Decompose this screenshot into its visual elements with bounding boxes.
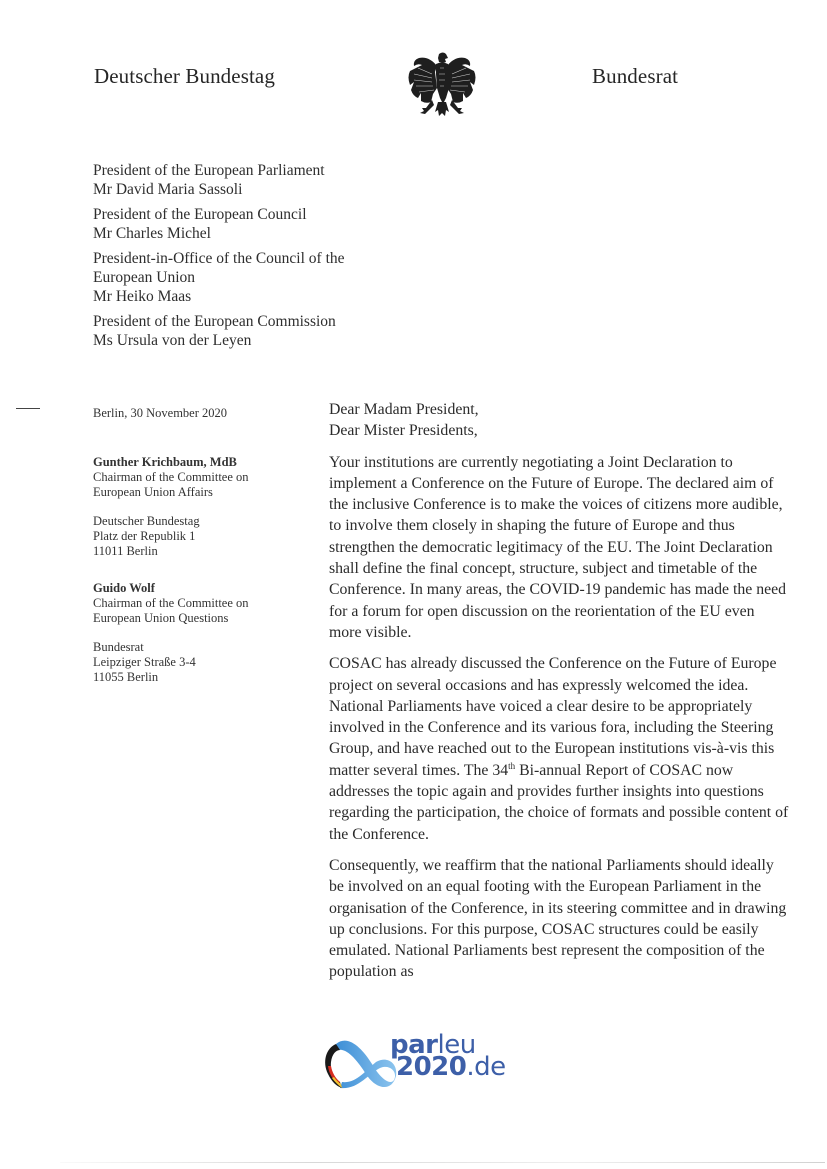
address-line: Platz der Republik 1 [93,529,196,543]
recipient-title-cont: European Union [93,269,196,286]
paragraph-1: Your institutions are currently negotiating a Joint Declaration to implement a Conference on the Future of Europe. The declared aim of the inclusive Conference is to make the voices of citizens more audible, to involve them closely in shaping the future of Europe and thus strengthen the democratic legitimacy of the EU. The Joint Declaration shall define the final concept, structure, subject and timetable of the Conference. In many areas, the COVID-19 pandemic has made the need for a forum for open discussion on the reorientation of the EU even more visible. [329,453,787,641]
sender-sidebar [93,406,303,685]
recipient-name: Mr Heiko Maas [93,288,192,305]
recipient-title: President of the European Parliament [93,162,325,179]
sender-name: Gunther Krichbaum, MdB [93,455,237,469]
parleu-ribbon-icon [318,1030,398,1096]
logo-tld: .de [466,1052,506,1082]
salutation-line-1: Dear Madam President, [329,401,479,418]
sender-address-bundestag [93,514,303,559]
recipients-block [93,161,413,356]
parleu-logo [318,1030,518,1096]
paragraph-3: Consequently, we reaffirm that the national Parliaments should ideally be involved on an equal footing with the European Parliament in the organisation of the Conference, in its steering committee and in drawing up conclusions. For this purpose, COSAC structures could be easily emulated. National Parliaments best represent the composition of the population as [329,856,787,981]
sender-role-cont: European Union Affairs [93,485,213,499]
address-line: Deutscher Bundestag [93,514,200,528]
fold-mark [16,408,40,409]
salutation-line-2: Dear Mister Presidents, [329,422,478,440]
salutation [329,399,789,442]
letter-body [329,399,789,993]
sender-name: Guido Wolf [93,581,155,595]
sender-address-bundesrat [93,640,303,685]
recipient-council-presidency [93,249,413,306]
address-line: Bundesrat [93,640,144,654]
paragraph-2 [329,653,789,845]
ordinal-suffix: th [508,760,516,771]
sender-role: Chairman of the Committee on [93,596,249,610]
recipient-title: President of the European Council [93,206,307,223]
sender-role-cont: European Union Questions [93,611,229,625]
logo-domain [396,1054,506,1080]
recipient-name: Ms Ursula von der Leyen [93,332,252,349]
recipient-european-council [93,205,413,243]
paragraph-2-text-b: Bi-annual Report of COSAC now addresses the topic again and provides further insights into questions regarding the participation, the choice of formats and possible content of the Conference. [329,761,789,843]
logo-word-leu: leu [437,1030,476,1060]
recipient-name: Mr Charles Michel [93,225,211,242]
letter-date: Berlin, 30 November 2020 [93,406,228,420]
logo-word-par: par [390,1030,438,1060]
address-line: 11055 Berlin [93,670,159,684]
scan-edge-line [60,1162,825,1163]
federal-eagle-icon [402,48,482,128]
address-line: Leipziger Straße 3-4 [93,655,196,669]
address-line: 11011 Berlin [93,544,158,558]
header-deutscher-bundestag: Deutscher Bundestag [94,64,275,88]
logo-year: 2020 [396,1052,467,1082]
sender-role: Chairman of the Committee on [93,470,249,484]
recipient-european-commission [93,312,413,350]
recipient-title: President-in-Office of the Council of the [93,250,345,267]
header-bundesrat: Bundesrat [592,64,679,88]
recipient-title: President of the European Commission [93,313,336,330]
paragraph-2-text-a: COSAC has already discussed the Conference on the Future of Europe project on several occasions and has expressly welcomed the idea. National Parliaments have voiced a clear desire to be appropriately involved in the Conference and its various fora, including the Steering Group, and have reached out to the European institutions vis-à-vis this matter several times. The 34 [329,655,777,779]
recipient-name: Mr David Maria Sassoli [93,181,243,198]
sender-wolf [93,581,303,626]
sender-krichbaum [93,455,303,500]
recipient-european-parliament [93,161,413,199]
